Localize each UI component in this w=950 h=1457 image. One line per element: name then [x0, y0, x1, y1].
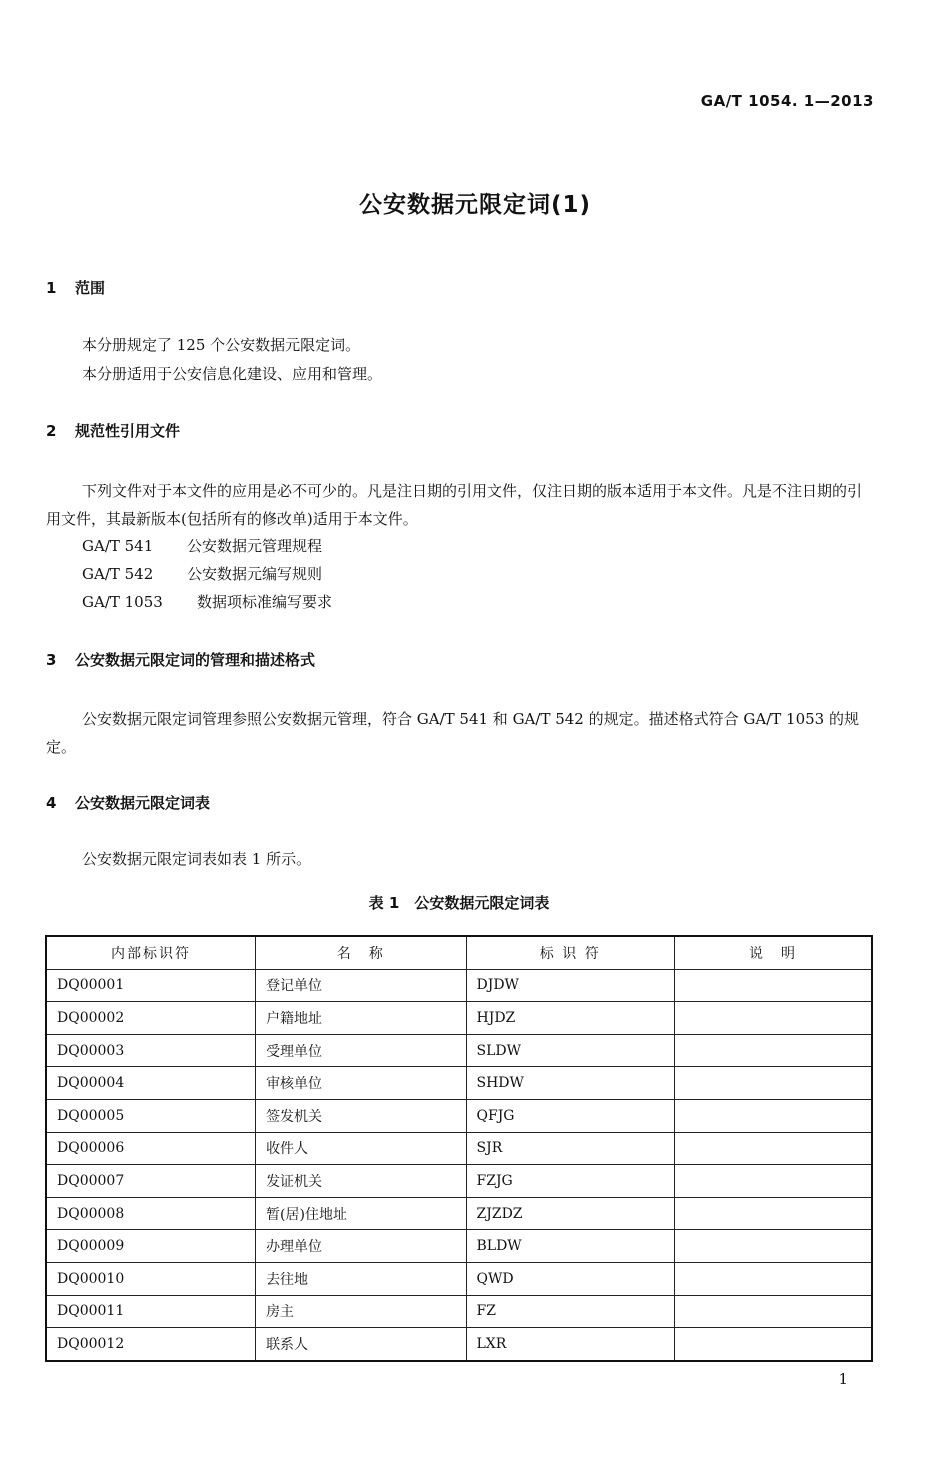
cell-description [675, 1132, 873, 1165]
table-caption: 表 1 公安数据元限定词表 [368, 894, 550, 912]
reference-name: 公安数据元编写规则 [187, 565, 323, 583]
table-row [46, 1165, 872, 1198]
table-row [46, 1034, 872, 1067]
section-4-heading [46, 792, 210, 813]
table-header-row [46, 936, 872, 969]
cell-description [675, 1295, 873, 1328]
cell-internal-id: DQ00001 [46, 969, 256, 1002]
section-title: 公安数据元限定词表 [75, 794, 211, 812]
section-number: 1 [46, 279, 57, 297]
qualifier-table [45, 935, 873, 1362]
cell-name: 审核单位 [256, 1067, 466, 1100]
page-number: 1 [838, 1370, 848, 1388]
section-title: 公安数据元限定词的管理和描述格式 [75, 651, 316, 669]
cell-name: 收件人 [256, 1132, 466, 1165]
normative-references-paragraph: 下列文件对于本文件的应用是必不可少的。凡是注日期的引用文件，仅注日期的版本适用于本文件。凡是不注日期的引用文件，其最新版本(包括所有的修改单)适用于本文件。 [46, 482, 863, 528]
cell-internal-id: DQ00002 [46, 1002, 256, 1035]
cell-description [675, 1328, 873, 1361]
cell-internal-id: DQ00005 [46, 1099, 256, 1132]
cell-internal-id: DQ00008 [46, 1197, 256, 1230]
table-row [46, 1132, 872, 1165]
cell-internal-id: DQ00011 [46, 1295, 256, 1328]
cell-description [675, 1262, 873, 1295]
cell-internal-id: DQ00003 [46, 1034, 256, 1067]
management-format-paragraph: 公安数据元限定词管理参照公安数据元管理，符合 GA/T 541 和 GA/T 542 的规定。描述格式符合 GA/T 1053 的规定。 [46, 710, 859, 756]
table-row [46, 1067, 872, 1100]
reference-code: GA/T 542 [82, 565, 154, 583]
cell-identifier: HJDZ [466, 1002, 675, 1035]
cell-name: 签发机关 [256, 1099, 466, 1132]
cell-internal-id: DQ00010 [46, 1262, 256, 1295]
section-1-heading [46, 277, 105, 298]
cell-identifier: FZ [466, 1295, 675, 1328]
reference-code: GA/T 541 [82, 537, 154, 555]
cell-description [675, 1034, 873, 1067]
cell-name: 联系人 [256, 1328, 466, 1361]
table-row [46, 1002, 872, 1035]
section-3-heading [46, 649, 315, 670]
table-row [46, 1262, 872, 1295]
cell-identifier: QFJG [466, 1099, 675, 1132]
table-intro-line: 公安数据元限定词表如表 1 所示。 [82, 850, 312, 868]
page-title: 公安数据元限定词(1) [358, 192, 592, 218]
reference-item [82, 591, 332, 612]
cell-identifier: SHDW [466, 1067, 675, 1100]
cell-description [675, 1067, 873, 1100]
cell-identifier: SLDW [466, 1034, 675, 1067]
cell-name: 发证机关 [256, 1165, 466, 1198]
cell-identifier: DJDW [466, 969, 675, 1002]
cell-description [675, 1099, 873, 1132]
cell-identifier: SJR [466, 1132, 675, 1165]
column-header-internal-id: 内部标识符 [46, 936, 256, 969]
cell-identifier: ZJZDZ [466, 1197, 675, 1230]
cell-name: 受理单位 [256, 1034, 466, 1067]
section-2-heading [46, 420, 180, 441]
cell-name: 登记单位 [256, 969, 466, 1002]
section-number: 2 [46, 422, 57, 440]
cell-internal-id: DQ00009 [46, 1230, 256, 1263]
cell-internal-id: DQ00007 [46, 1165, 256, 1198]
table-row [46, 1099, 872, 1132]
cell-description [675, 1197, 873, 1230]
table-row [46, 969, 872, 1002]
section-title: 范围 [75, 279, 106, 297]
reference-item [82, 563, 322, 584]
section-number: 3 [46, 651, 57, 669]
section-title: 规范性引用文件 [75, 422, 181, 440]
scope-line-2: 本分册适用于公安信息化建设、应用和管理。 [82, 365, 383, 383]
cell-description [675, 1002, 873, 1035]
cell-name: 户籍地址 [256, 1002, 466, 1035]
table-row [46, 1197, 872, 1230]
cell-description [675, 1165, 873, 1198]
cell-name: 去往地 [256, 1262, 466, 1295]
section-number: 4 [46, 794, 57, 812]
scope-line-1: 本分册规定了 125 个公安数据元限定词。 [82, 336, 361, 354]
table-row [46, 1328, 872, 1361]
standard-code: GA/T 1054. 1—2013 [700, 92, 874, 110]
cell-name: 房主 [256, 1295, 466, 1328]
cell-internal-id: DQ00004 [46, 1067, 256, 1100]
reference-name: 公安数据元管理规程 [187, 537, 323, 555]
reference-item [82, 535, 322, 556]
reference-name: 数据项标准编写要求 [197, 593, 333, 611]
cell-description [675, 1230, 873, 1263]
column-header-name: 名 称 [256, 936, 466, 969]
cell-identifier: FZJG [466, 1165, 675, 1198]
cell-name: 办理单位 [256, 1230, 466, 1263]
cell-name: 暂(居)住地址 [256, 1197, 466, 1230]
cell-identifier: LXR [466, 1328, 675, 1361]
cell-description [675, 969, 873, 1002]
table-row [46, 1295, 872, 1328]
column-header-identifier: 标 识 符 [466, 936, 675, 969]
cell-internal-id: DQ00012 [46, 1328, 256, 1361]
cell-identifier: BLDW [466, 1230, 675, 1263]
cell-identifier: QWD [466, 1262, 675, 1295]
column-header-description: 说 明 [675, 936, 873, 969]
reference-code: GA/T 1053 [82, 593, 163, 611]
cell-internal-id: DQ00006 [46, 1132, 256, 1165]
table-row [46, 1230, 872, 1263]
